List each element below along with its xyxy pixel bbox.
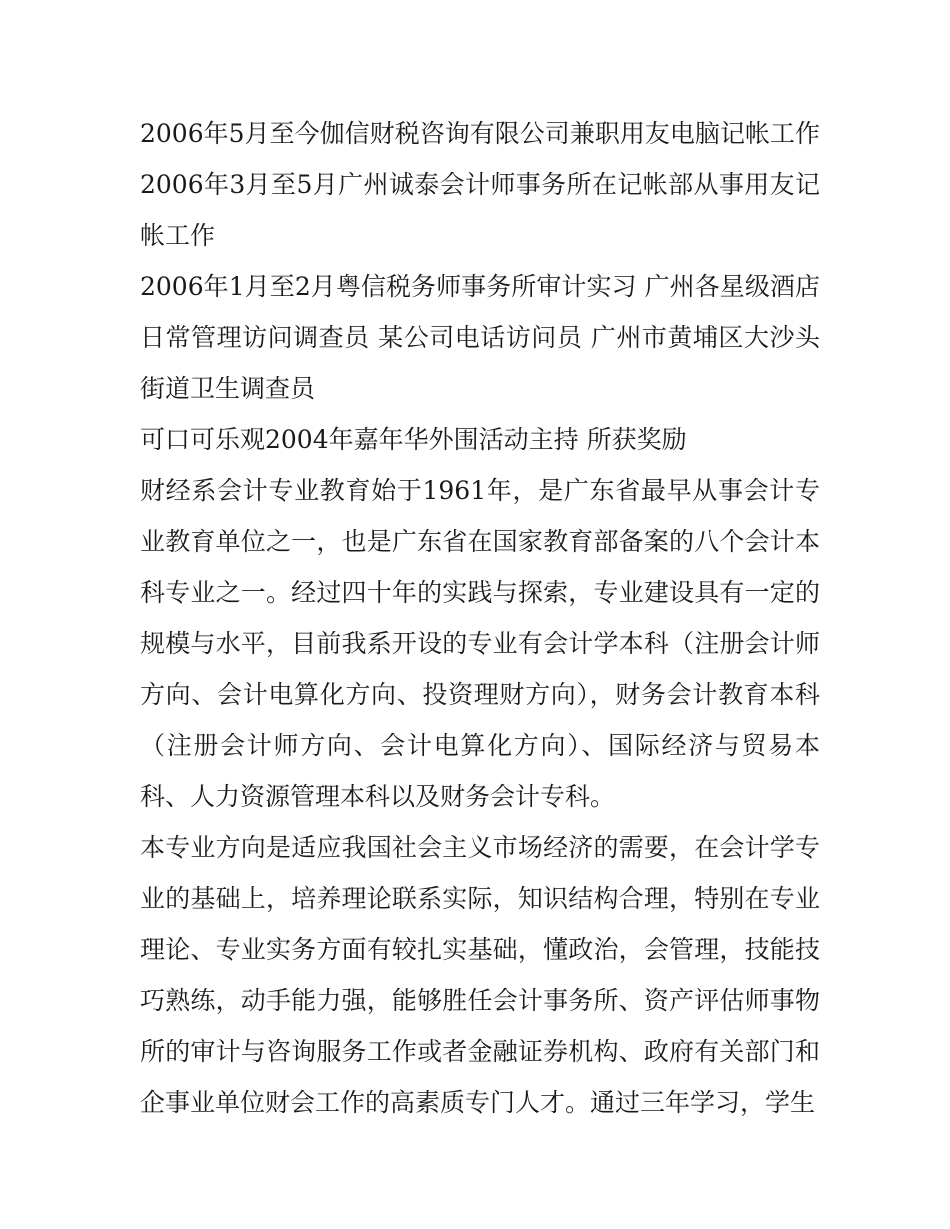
paragraph-department-intro: 财经系会计专业教育始于1961年，是广东省最早从事会计专业教育单位之一，也是广东省在国家教育部备案的八个会计本科专业之一。经过四十年的实践与探索，专业建设具有一定的规模与水平，目前我系开设的专业有会计学本科（注册会计师方向、会计电算化方向、投资理财方向），财务会计教育本科（注册会计师方向、会计电算化方向）、国际经济与贸易本科、人力资源管理本科以及财务会计专科。 bbox=[140, 476, 820, 811]
paragraph-program-goal: 本专业方向是适应我国社会主义市场经济的需要，在会计学专业的基础上，培养理论联系实际，知识结构合理，特别在专业理论、专业实务方面有较扎实基础，懂政治，会管理，技能技巧熟练，动手能力强，能够胜任会计事务所、资产评估师事物所的审计与咨询服务工作或者金融证券机构、政府有关部门和企事业单位财会工作的高素质专门人才。通过三年学习，学生 bbox=[140, 833, 820, 1117]
paragraph-work-experience-1: 2006年5月至今伽信财税咨询有限公司兼职用友电脑记帐工作 2006年3月至5月广州诚泰会计师事务所在记帐部从事用友记帐工作 bbox=[140, 119, 820, 250]
document-body bbox=[140, 108, 820, 1128]
paragraph-activities-awards: 可口可乐观2004年嘉年华外围活动主持 所获奖励 bbox=[140, 425, 687, 454]
paragraph-work-experience-2: 2006年1月至2月粤信税务师事务所审计实习 广州各星级酒店日常管理访问调查员 某公司电话访问员 广州市黄埔区大沙头街道卫生调查员 bbox=[140, 272, 820, 403]
